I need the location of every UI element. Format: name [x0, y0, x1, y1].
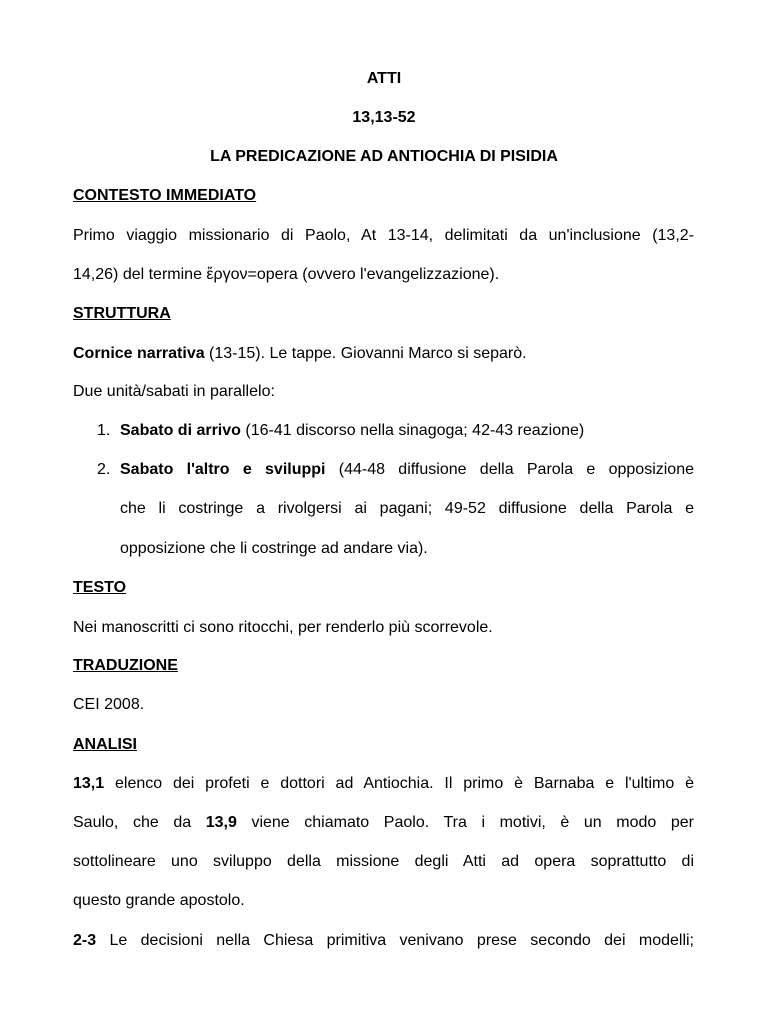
heading-analisi: ANALISI [73, 736, 137, 753]
list-item-2-number: 2. [97, 461, 111, 478]
analisi-ref-13-9: 13,9 [205, 814, 237, 831]
list-item-2-line-3: opposizione che li costringe ad andare via). [120, 540, 428, 557]
list-item-2-line-1 [120, 460, 694, 480]
analisi-p1-line-2-b: viene chiamato Paolo. Tra i motivi, è un modo per [236, 814, 694, 831]
analisi-p2-line-1-rest: Le decisioni nella Chiesa primitiva venivano prese secondo dei modelli; [96, 932, 694, 949]
list-item-2-line-2: che li costringe a rivolgersi ai pagani; 49-52 diffusione della Parola e [120, 500, 694, 517]
list-item-1-number: 1. [97, 422, 111, 439]
analisi-p1-line-3: sottolineare uno sviluppo della missione degli Atti ad opera soprattutto di [73, 853, 694, 870]
struttura-due-unita: Due unità/sabati in parallelo: [73, 383, 275, 400]
title-subject: LA PREDICAZIONE AD ANTIOCHIA DI PISIDIA [210, 148, 558, 165]
analisi-p1-line-4: questo grande apostolo. [73, 892, 245, 909]
analisi-p1-line-1 [73, 774, 694, 794]
analisi-ref-13-1: 13,1 [73, 775, 105, 792]
testo-line-1: Nei manoscritti ci sono ritocchi, per renderlo più scorrevole. [73, 619, 493, 636]
cornice-bold: Cornice narrativa [73, 345, 205, 362]
list-item-1-rest: (16-41 discorso nella sinagoga; 42-43 reazione) [240, 422, 585, 439]
cornice-rest: (13-15). Le tappe. Giovanni Marco si separò. [204, 345, 527, 362]
analisi-ref-2-3: 2-3 [73, 932, 97, 949]
contesto-line-1: Primo viaggio missionario di Paolo, At 13-14, delimitati da un'inclusione (13,2- [73, 227, 694, 244]
heading-contesto: CONTESTO IMMEDIATO [73, 187, 257, 204]
title-reference: 13,13-52 [352, 109, 416, 126]
list-item-2-rest: (44-48 diffusione della Parola e opposizione [325, 461, 695, 478]
contesto-line-2: 14,26) del termine ἔργον=opera (ovvero l'evangelizzazione). [73, 266, 500, 283]
list-item-1-bold: Sabato di arrivo [120, 422, 241, 439]
list-item-2-bold: Sabato l'altro e sviluppi [120, 461, 326, 478]
traduzione-line-1: CEI 2008. [73, 696, 145, 713]
heading-traduzione: TRADUZIONE [73, 657, 178, 674]
heading-testo: TESTO [73, 579, 127, 596]
analisi-p1-line-2 [73, 813, 694, 833]
heading-struttura: STRUTTURA [73, 305, 171, 322]
struttura-cornice [73, 344, 527, 364]
title-book: ATTI [366, 70, 402, 87]
list-item-1 [120, 421, 584, 441]
analisi-p2-line-1 [73, 931, 694, 951]
analisi-p1-line-1-rest: elenco dei profeti e dottori ad Antiochia. Il primo è Barnaba e l'ultimo è [104, 775, 694, 792]
analisi-p1-line-2-a: Saulo, che da [73, 814, 206, 831]
